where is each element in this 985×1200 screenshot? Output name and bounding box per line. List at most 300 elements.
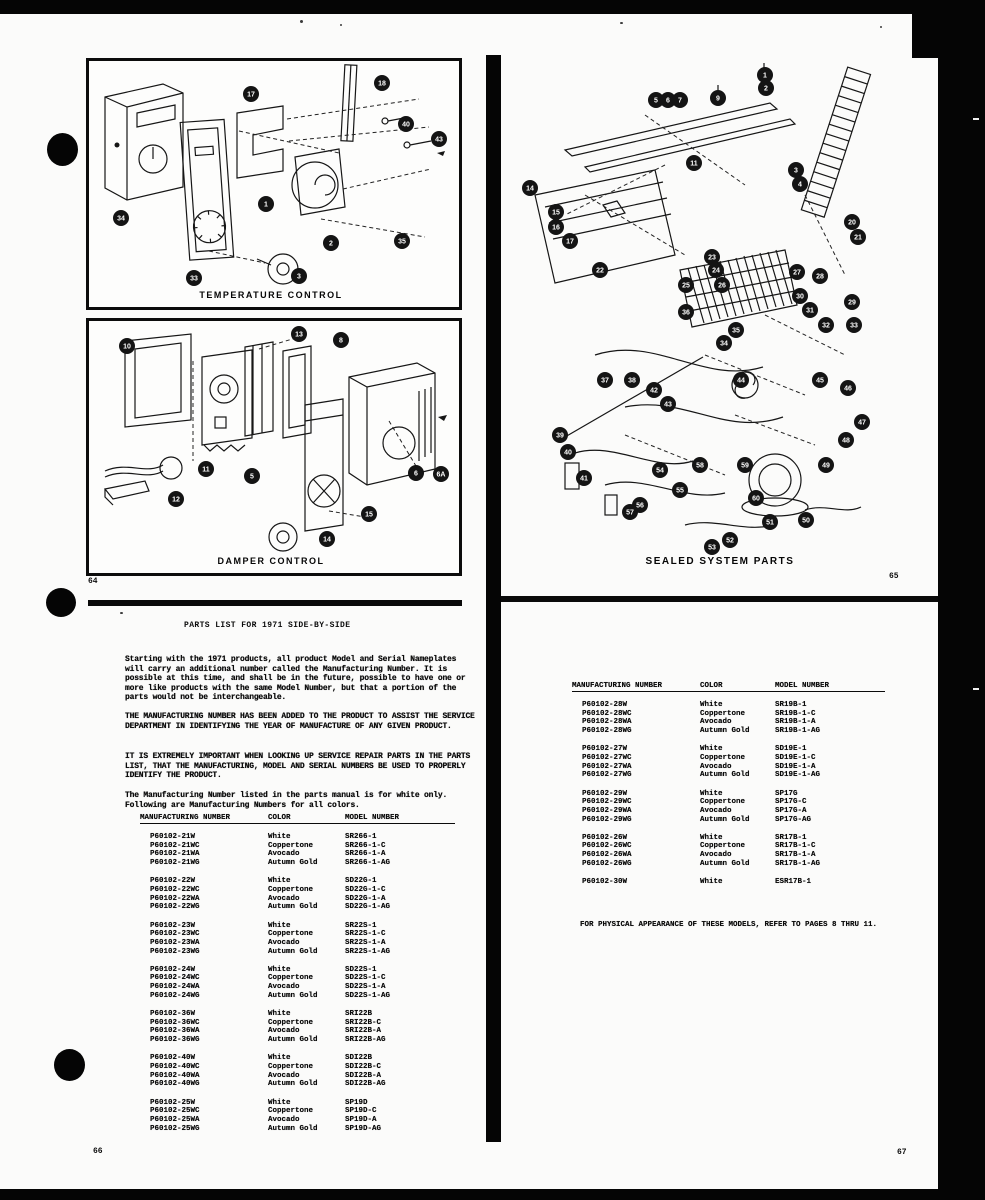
sealed-system-drawing [505,55,935,555]
color-cell: White [700,701,723,709]
mfg-number-cell: P60102-27W [582,745,628,754]
model-number-cell: SR17B-1 [775,833,807,842]
right-page-bottom-edge [501,596,938,602]
model-number-cell: SD19E-1-A [775,762,816,771]
paragraph-4: The Manufacturing Number listed in the parts manual is for white only. Following are Manufacturing Numbers for all colors. [125,791,448,810]
callout-number: 15 [552,209,560,217]
model-number-cell: SRI22B-AG [345,1036,386,1045]
callout-number: 11 [202,466,210,474]
mfg-number-cell: P60102-25WC [150,1107,200,1116]
callout-number: 40 [564,449,572,457]
model-number-cell: SR22S-1-C [345,930,386,939]
callout-number: 6 [666,97,670,105]
callout-number: 6 [414,470,418,478]
model-number-cell: SR19B-1-C [775,709,816,718]
table-group [140,877,470,912]
mfg-number-cell: P60102-27WG [582,771,632,780]
color-cell: White [268,1010,291,1018]
callout-number: 42 [650,387,658,395]
callout-number: 30 [796,293,804,301]
model-number-cell: SR17B-1-AG [775,859,821,868]
mfg-number-cell: P60102-25WG [150,1124,200,1133]
callout-number: 35 [732,327,740,335]
mfg-number-cell: P60102-21W [150,833,196,841]
table-row [140,1054,470,1063]
mfg-number-cell: P60102-36WA [150,1027,200,1036]
color-cell: White [268,877,291,886]
table-row [140,1099,470,1108]
mfg-number-cell: P60102-22W [150,877,196,886]
color-cell: White [268,921,291,930]
mfg-number-cell: P60102-26WA [582,851,632,860]
right-table-header [572,682,902,692]
mfg-number-cell: P60102-36W [150,1010,196,1018]
callout-number: 39 [556,432,564,440]
callout-number: 55 [676,487,684,495]
color-cell: White [268,833,291,841]
table-group [140,1099,470,1134]
callout-number: 21 [854,234,862,242]
color-cell: Autumn Gold [268,991,318,1000]
callout-number: 14 [323,536,331,544]
callout-number: 26 [718,282,726,290]
color-cell: Avocado [700,762,732,771]
mfg-number-cell: P60102-30W [582,878,628,886]
model-number-cell: SR266-1-A [345,850,386,859]
callout-number: 49 [822,462,830,470]
callout-number: 56 [636,502,644,510]
table-row [140,895,470,904]
callout-number: 35 [398,238,406,246]
model-number-cell: SR22S-1-A [345,938,386,947]
callout-number: 34 [720,340,728,348]
model-number-cell: SR19B-1-AG [775,727,821,736]
callout-number: 29 [848,299,856,307]
callout-number: 40 [402,121,410,129]
model-number-cell: SD19E-1 [775,745,807,754]
hole-punch-dot [47,133,78,166]
mfg-number-cell: P60102-26WG [582,859,632,868]
model-number-cell: SD22S-1-C [345,974,386,983]
mfg-number-cell: P60102-36WG [150,1036,200,1045]
page-number-65: 65 [889,572,899,581]
callout-number: 44 [737,377,745,385]
center-divider-bar [486,55,501,1142]
table-row [572,771,902,780]
callout-number: 27 [793,269,801,277]
color-cell: Coppertone [700,753,746,762]
callout-number: 16 [552,224,560,232]
model-number-cell: SD22G-1-AG [345,903,391,912]
color-cell: Autumn Gold [268,947,318,956]
color-cell: Avocado [700,718,732,727]
header-manufacturing-number: MANUFACTURING NUMBER [572,682,700,692]
color-cell: Autumn Gold [700,859,750,868]
callout-number: 7 [678,97,682,105]
callout-number: 22 [596,267,604,275]
table-row [572,798,902,807]
mfg-number-cell: P60102-23WC [150,930,200,939]
left-table-header [140,814,470,824]
callout-number: 17 [566,238,574,246]
color-cell: Autumn Gold [268,1080,318,1089]
table-row [572,763,902,772]
mfg-number-cell: P60102-28W [582,701,628,709]
callout-number: 11 [690,160,698,168]
model-number-cell: SD22G-1-A [345,894,386,903]
damper-control-caption: DAMPER CONTROL [217,556,325,566]
color-cell: Autumn Gold [700,727,750,736]
left-page-bottom-edge [88,600,462,606]
table-row [140,974,470,983]
callout-number: 53 [708,544,716,552]
header-manufacturing-number: MANUFACTURING NUMBER [140,814,268,824]
callout-number: 2 [764,85,768,93]
right-table-body [572,701,902,887]
mfg-number-cell: P60102-29WG [582,815,632,824]
color-cell: Avocado [268,894,300,903]
color-cell: Coppertone [268,1018,314,1027]
mfg-number-cell: P60102-40WC [150,1062,200,1071]
model-number-cell: SD22G-1-C [345,885,386,894]
color-cell: Avocado [268,1027,300,1036]
callout-number: 38 [628,377,636,385]
model-number-cell: SP17G-AG [775,815,812,824]
callout-number: 8 [339,337,343,345]
table-group [140,966,470,1001]
table-row [140,1027,470,1036]
callout-number: 17 [247,91,255,99]
mfg-number-cell: P60102-40WG [150,1080,200,1089]
table-row [140,1010,470,1019]
mfg-number-cell: P60102-21WG [150,859,200,868]
callout-number: 25 [682,282,690,290]
model-number-cell: SD22S-1-AG [345,991,391,1000]
page-number-67: 67 [897,1148,907,1157]
table-row [572,842,902,851]
table-row [140,833,470,842]
callout-number: 51 [766,519,774,527]
model-number-cell: SP19D-C [345,1107,377,1116]
model-number-cell: SR22S-1-AG [345,947,391,956]
callout-number: 10 [123,343,131,351]
callout-number: 5 [250,473,254,481]
color-cell: Avocado [268,938,300,947]
callout-number: 23 [708,254,716,262]
mfg-number-cell: P60102-40W [150,1054,196,1063]
model-number-cell: SRI22B-C [345,1018,382,1027]
color-cell: Coppertone [268,930,314,939]
mfg-number-cell: P60102-29WA [582,806,632,815]
table-group [140,922,470,957]
header-model-number: MODEL NUMBER [345,814,455,824]
table-row [572,860,902,869]
table-row [140,992,470,1001]
table-row [140,850,470,859]
color-cell: White [700,878,723,886]
table-row [140,886,470,895]
temperature-control-caption: TEMPERATURE CONTROL [199,290,343,300]
model-number-cell: SR17B-1-A [775,851,816,860]
table-row [140,1116,470,1125]
table-group [572,790,902,825]
callout-number: 52 [726,537,734,545]
color-cell: Avocado [700,806,732,815]
mfg-number-cell: P60102-28WC [582,709,632,718]
mfg-number-cell: P60102-22WG [150,903,200,912]
mfg-number-cell: P60102-24W [150,965,196,974]
callout-number: 3 [297,273,301,281]
table-group [140,833,470,868]
callout-number: 58 [696,462,704,470]
table-row [140,1072,470,1081]
parts-list-title: PARTS LIST FOR 1971 SIDE-BY-SIDE [184,621,351,630]
model-number-cell: SDI22B-AG [345,1080,386,1089]
mfg-number-cell: P60102-27WC [582,753,632,762]
hole-punch-dot [54,1049,85,1081]
mfg-number-cell: P60102-26W [582,833,628,842]
color-cell: White [268,965,291,974]
color-cell: Autumn Gold [268,859,318,868]
callout-number: 3 [794,167,798,175]
callout-number: 14 [526,185,534,193]
paragraph-1: Starting with the 1971 products, all product Model and Serial Nameplates will carry an additional number called the Manufacturing Number. It is possible at this time, and shall be in the future, possible to have one or more like products with the same Model Number, but that a portion of the parts would not be interchangeable. [125,655,466,703]
table-row [140,1080,470,1089]
callout-number: 57 [626,509,634,517]
color-cell: Coppertone [700,842,746,851]
model-number-cell: SP19D [345,1098,368,1107]
mfg-number-cell: P60102-22WA [150,894,200,903]
table-row [140,1063,470,1072]
table-row [140,930,470,939]
callout-number: 1 [264,201,268,209]
color-cell: Autumn Gold [268,903,318,912]
model-number-cell: SD22G-1 [345,877,377,886]
callout-number: 48 [842,437,850,445]
scan-top-band [0,0,985,14]
callout-number: 41 [580,475,588,483]
mfg-number-cell: P60102-24WG [150,991,200,1000]
color-cell: White [700,745,723,754]
callout-number: 43 [435,136,443,144]
color-cell: White [700,833,723,842]
table-group [572,745,902,780]
callout-number: 13 [295,331,303,339]
color-cell: Autumn Gold [700,771,750,780]
color-cell: Avocado [268,1071,300,1080]
mfg-number-cell: P60102-29W [582,789,628,798]
callout-number: 36 [682,309,690,317]
scan-right-band [938,0,985,1200]
model-number-cell: SRI22B-A [345,1027,382,1036]
model-number-cell: SP19D-A [345,1115,377,1124]
table-row [140,948,470,957]
color-cell: Coppertone [268,974,314,983]
color-cell: Coppertone [700,798,746,807]
model-number-cell: SDI22B-A [345,1071,382,1080]
model-number-cell: SP17G [775,789,798,798]
callout-number: 59 [741,462,749,470]
model-number-cell: SDI22B [345,1054,373,1063]
callout-number: 37 [601,377,609,385]
mfg-number-cell: P60102-24WC [150,974,200,983]
right-parts-table [572,682,902,896]
callout-number: 33 [190,275,198,283]
callout-number: 43 [664,401,672,409]
callout-number: 28 [816,273,824,281]
callout-number: 31 [806,307,814,315]
mfg-number-cell: P60102-28WG [582,727,632,736]
sealed-system-callouts [522,67,870,555]
temperature-control-drawing [89,61,453,301]
model-number-cell: SR266-1-C [345,841,386,850]
model-number-cell: SP17G-C [775,798,807,807]
sealed-system-caption: SEALED SYSTEM PARTS [645,556,795,567]
color-cell: Autumn Gold [268,1124,318,1133]
model-number-cell: SD22S-1-A [345,983,386,992]
model-number-cell: SD19E-1-C [775,753,816,762]
mfg-number-cell: P60102-40WA [150,1071,200,1080]
header-color: COLOR [268,814,345,824]
mfg-number-cell: P60102-25W [150,1098,196,1107]
table-row [140,939,470,948]
callout-number: 15 [365,511,373,519]
callout-number: 50 [802,517,810,525]
table-row [572,701,902,710]
callout-number: 4 [798,181,802,189]
paragraph-2: THE MANUFACTURING NUMBER HAS BEEN ADDED TO THE PRODUCT TO ASSIST THE SERVICE DEPARTMENT IN IDENTIFYING THE YEAR OF MANUFACTURE OF ANY GIVEN PRODUCT. [125,712,475,731]
model-number-cell: SP17G-A [775,806,807,815]
model-number-cell: SD22S-1 [345,965,377,974]
model-number-cell: SR17B-1-C [775,842,816,851]
registration-tick [973,688,979,690]
table-row [140,1125,470,1134]
left-table-body [140,833,470,1133]
callout-number: 5 [654,97,658,105]
color-cell: Coppertone [268,1062,314,1071]
mfg-number-cell: P60102-23W [150,921,196,930]
model-number-cell: SP19D-AG [345,1124,382,1133]
model-number-cell: SD19E-1-AG [775,771,821,780]
model-number-cell: SR266-1-AG [345,859,391,868]
color-cell: Avocado [268,983,300,992]
mfg-number-cell: P60102-29WC [582,798,632,807]
color-cell: Coppertone [268,885,314,894]
table-row [140,1107,470,1116]
page-number-66: 66 [93,1147,103,1156]
scan-bottom-band [0,1189,985,1200]
color-cell: Coppertone [268,841,314,850]
table-row [572,745,902,754]
callout-number: 46 [844,385,852,393]
table-row [140,859,470,868]
table-row [572,754,902,763]
color-cell: Autumn Gold [700,815,750,824]
mfg-number-cell: P60102-26WC [582,842,632,851]
color-cell: Coppertone [268,1107,314,1116]
mfg-number-cell: P60102-23WA [150,938,200,947]
color-cell: White [268,1098,291,1107]
registration-tick [973,118,979,120]
hole-punch-dot [46,588,76,617]
table-row [140,922,470,931]
color-cell: White [268,1054,291,1063]
mfg-number-cell: P60102-21WA [150,850,200,859]
color-cell: Avocado [268,850,300,859]
mfg-number-cell: P60102-24WA [150,983,200,992]
callout-number: 60 [752,495,760,503]
mfg-number-cell: P60102-28WA [582,718,632,727]
model-number-cell: ESR17B-1 [775,878,812,886]
mfg-number-cell: P60102-23WG [150,947,200,956]
callout-number: 12 [172,496,180,504]
table-row [572,727,902,736]
left-parts-table [140,814,470,1143]
callout-number: 24 [712,267,720,275]
table-row [572,807,902,816]
table-row [572,816,902,825]
damper-control-drawing [89,321,453,567]
table-row [572,718,902,727]
callout-number: 2 [329,240,333,248]
color-cell: Avocado [700,851,732,860]
appearance-note: FOR PHYSICAL APPEARANCE OF THESE MODELS, REFER TO PAGES 8 THRU 11. [580,921,878,929]
mfg-number-cell: P60102-36WC [150,1018,200,1027]
callout-number: 6A [436,471,446,479]
mfg-number-cell: P60102-27WA [582,762,632,771]
callout-number: 33 [850,322,858,330]
model-number-cell: SDI22B-C [345,1062,382,1071]
mfg-number-cell: P60102-21WC [150,841,200,850]
table-group [572,834,902,869]
header-model-number: MODEL NUMBER [775,682,885,692]
model-number-cell: SR19B-1 [775,701,807,709]
color-cell: White [700,789,723,798]
table-group [572,701,902,736]
table-group [140,1054,470,1089]
callout-number: 1 [763,72,767,80]
model-number-cell: SR19B-1-A [775,718,816,727]
table-row [572,790,902,799]
model-number-cell: SR266-1 [345,833,377,841]
page-number-64: 64 [88,577,98,586]
callout-number: 32 [822,322,830,330]
header-color: COLOR [700,682,775,692]
table-row [140,903,470,912]
paragraph-3: IT IS EXTREMELY IMPORTANT WHEN LOOKING UP SERVICE REPAIR PARTS IN THE PARTS LIST, THAT THE MANUFACTURING, MODEL AND SERIAL NUMBERS BE USED TO PROPERLY IDENTIFY THE PRODUCT. [125,752,471,781]
callout-number: 34 [117,215,125,223]
callout-number: 45 [816,377,824,385]
model-number-cell: SR22S-1 [345,921,377,930]
mfg-number-cell: P60102-25WA [150,1115,200,1124]
callout-number: 20 [848,219,856,227]
color-cell: Avocado [268,1115,300,1124]
model-number-cell: SRI22B [345,1010,373,1018]
callout-number: 9 [716,95,720,103]
table-row [140,1036,470,1045]
color-cell: Autumn Gold [268,1036,318,1045]
callout-number: 18 [378,80,386,88]
color-cell: Coppertone [700,709,746,718]
table-row [140,877,470,886]
table-group [140,1010,470,1045]
callout-number: 54 [656,467,664,475]
table-group [572,878,902,887]
table-row [572,878,902,887]
callout-number: 47 [858,419,866,427]
damper-control-callouts [119,326,449,547]
mfg-number-cell: P60102-22WC [150,885,200,894]
